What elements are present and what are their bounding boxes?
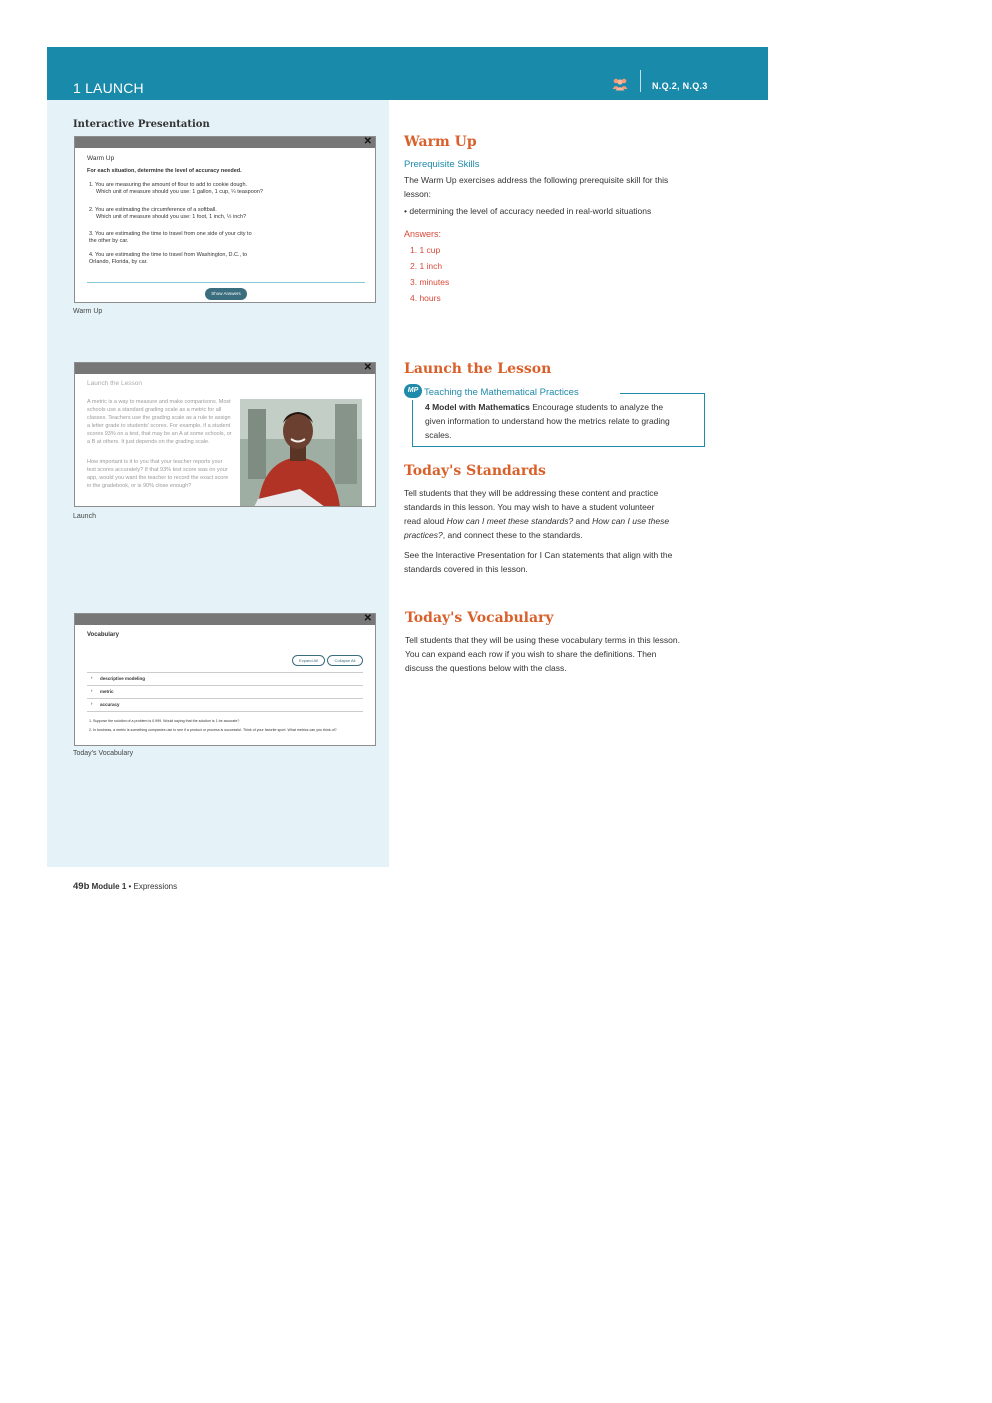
group-icon [612,77,628,91]
question-2: 2. You are estimating the circumference of a softball. [89,207,217,213]
mp-line-1-text: Encourage students to analyze the [529,402,664,412]
section-banner [47,47,768,100]
standards-line-4-b: , and connect these to the standards. [442,530,583,540]
question-4: 4. You are estimating the time to travel from Washington, D.C., to [89,252,248,258]
vocabulary-line-1: Tell students that they will be using these vocabulary terms in this lesson. [405,635,680,645]
vocabulary-line-2: You can expand each row if you wish to share the definitions. Then [405,649,657,659]
screen-title: Warm Up [87,155,115,162]
answer-2: 2. 1 inch [410,261,443,271]
standards-line-4 [404,528,583,542]
standards-p2-line-2: standards covered in this lesson. [404,564,528,574]
chevron-right-icon[interactable]: › [91,675,93,680]
warm-up-body-line-2: lesson: [404,189,431,199]
question-use-practices: How can I use these [592,516,670,526]
close-icon[interactable]: ✕ [363,362,372,373]
vocabulary-screen [74,613,376,746]
mp-line-1 [425,400,663,414]
row-divider [87,711,363,712]
mp-line-3: scales. [425,430,452,440]
question-meet-standards: How can I meet these standards? [446,516,574,526]
answer-1: 1. 1 cup [410,245,441,255]
vocabulary-heading: Today's Vocabulary [405,610,554,626]
row-divider [87,685,363,686]
question-1-cont: Which unit of measure should you use: 1 gallon, 1 cup, ¼ teaspoon? [96,189,263,195]
screen-title: Vocabulary [87,632,119,638]
row-divider [87,698,363,699]
screen-title: Launch the Lesson [87,380,142,387]
module-title: Expressions [133,882,178,891]
show-answers-button[interactable]: Show Answers [205,288,247,300]
standards-line-3 [404,514,669,528]
expand-all-button[interactable]: Expand All [292,655,325,666]
standards-line-2: standards in this lesson. You may wish to have a student volunteer [404,502,655,512]
mp-line-2: given information to understand how the metrics relate to grading [425,416,670,426]
close-icon[interactable]: ✕ [363,613,372,624]
standards-line-1: Tell students that they will be addressing these content and practice [404,488,659,498]
launch-paragraph-2-line-4: in the gradebook, or is 90% close enough? [87,483,192,489]
divider [87,282,365,283]
launch-paragraph-1-line-4: a letter grade to students' scores. For example, if a student [87,423,231,429]
launch-caption: Launch [73,513,96,520]
question-3: 3. You are estimating the time to travel from one side of your city to [89,231,252,237]
launch-paragraph-2-line-3: app, would you want the teacher to record the exact score [87,475,229,481]
standards-code: N.Q.2, N.Q.3 [652,81,708,91]
screen-titlebar [75,363,375,374]
standards-p2-line-1: See the Interactive Presentation for I Can statements that align with the [404,550,673,560]
question-3-cont: the other by car. [89,238,129,244]
launch-paragraph-1-line-2: schools use a standard grading scale as a metric for all [87,407,222,413]
launch-heading: Launch the Lesson [404,361,552,377]
section-title: 1 LAUNCH [73,80,144,96]
standards-heading: Today's Standards [404,463,546,479]
mp-icon: MP [404,384,422,398]
footer-separator: • [126,882,134,891]
vocabulary-caption: Today's Vocabulary [73,750,134,757]
screen-titlebar [75,614,375,625]
chevron-right-icon[interactable]: › [91,701,93,706]
vocabulary-line-3: discuss the questions below with the class. [405,663,567,673]
chevron-right-icon[interactable]: › [91,688,93,693]
box-border [620,393,705,394]
warm-up-body-line-1: The Warm Up exercises address the following prerequisite skill for this [404,175,669,185]
page-number: 49b [73,881,90,892]
warm-up-screen [74,136,376,303]
vocab-term-3[interactable]: accuracy [100,702,120,707]
launch-paragraph-1-line-3: classes. Teachers use the grading scale as a rule to assign [87,415,231,421]
student-photo [240,399,362,507]
vocab-term-2[interactable]: metric [100,689,114,694]
question-use-practices-cont: practices? [404,530,443,540]
answer-3: 3. minutes [410,277,450,287]
launch-paragraph-2-line-1: How important is it to you that your teacher reports your [87,459,223,465]
warm-up-heading: Warm Up [404,134,477,150]
vocab-question-1: 1. Suppose the solution of a problem is 0.999. Would saying that the solution is 1 be accurate? [89,719,240,723]
question-1: 1. You are measuring the amount of flour to add to cookie dough. [89,182,248,188]
box-border [412,400,413,447]
page-footer [73,881,177,892]
banner-divider [640,70,641,92]
close-icon[interactable]: ✕ [363,136,372,147]
screen-titlebar [75,137,375,148]
standards-line-3-a: read aloud [404,516,447,526]
answers-label: Answers: [404,229,442,239]
mp-practice-name: 4 Model with Mathematics [425,402,530,412]
launch-screen [74,362,376,507]
mathematical-practices-title: Teaching the Mathematical Practices [424,387,579,398]
vocab-question-2: 2. In business, a metric is something companies use to see if a product or process is successful. Think of your favorite sport. What metrics can you think of? [89,728,337,732]
question-4-cont: Orlando, Florida, by car. [89,259,148,265]
answer-4: 4. hours [410,293,441,303]
standards-line-3-b: and [573,516,593,526]
question-2-cont: Which unit of measure should you use: 1 foot, 1 inch, ½ inch? [96,214,247,220]
collapse-all-button[interactable]: Collapse All [327,655,363,666]
interactive-presentation-heading: Interactive Presentation [73,119,210,130]
screen-instruction: For each situation, determine the level of accuracy needed. [87,168,242,174]
launch-paragraph-1-line-6: a B at others. It just depends on the grading scale. [87,439,210,445]
prerequisite-bullet: • determining the level of accuracy needed in real-world situations [404,206,652,216]
launch-paragraph-1-line-5: scores 93% on a test, that may be an A at some schools, or [87,431,232,437]
launch-paragraph-2-line-2: test scores accurately? If that 93% test score was on your [87,467,228,473]
launch-paragraph-1-line-1: A metric is a way to measure and make comparisons. Most [87,399,231,405]
prerequisite-skills-subheading: Prerequisite Skills [404,159,480,170]
vocab-term-1[interactable]: descriptive modeling [100,676,146,681]
warm-up-caption: Warm Up [73,308,103,315]
row-divider [87,672,363,673]
module-label: Module 1 [89,882,127,891]
